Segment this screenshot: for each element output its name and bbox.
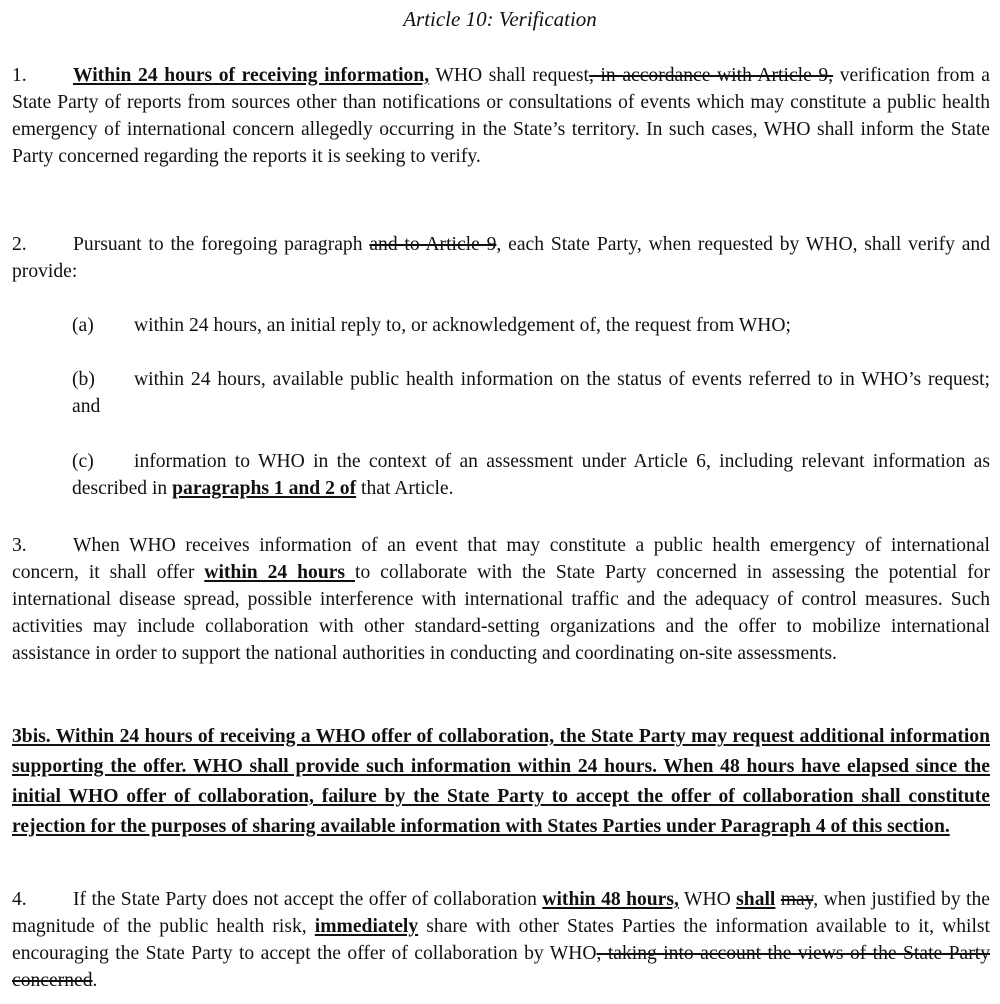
inserted-text: paragraphs 1 and 2 of <box>172 478 357 499</box>
inserted-text: within 48 hours, <box>542 889 679 910</box>
paragraph-number: 2. <box>12 234 27 255</box>
paragraph-3bis: 3bis. Within 24 hours of receiving a WHO offer of collaboration, the State Party may request additional information supporting the offer. WHO shall provide such information within 24 hours. When 48 hours have elapsed since the initial WHO offer of collaboration, failure by the State Party to accept the offer of collaboration shall constitute rejection for the purposes of sharing available information with States Parties under Paragraph 4 of this section. <box>12 726 990 837</box>
paragraph-text: If the State Party does not accept the offer of collaboration <box>73 889 543 910</box>
deleted-text: , taking into account the views of the State Party concerned <box>12 943 990 991</box>
subparagraph-label: (b) <box>72 369 95 390</box>
subparagraph-text: information to WHO in the context of an assessment under Article 6, including relevant information as described in <box>72 451 990 499</box>
paragraph-text: . <box>92 970 98 991</box>
paragraph-text: WHO <box>678 889 737 910</box>
subparagraph-label: (a) <box>72 315 94 336</box>
paragraph-text: to collaborate with the State Party concerned in assessing the potential for international disease spread, possible interference with international traffic and the adequacy of control measures. Such activities may include collaboration with other standard-setting organizations and the offer to mobilize international assistance in order to support the national authorities in conducting and coordinating on-site assessments. <box>12 562 990 664</box>
paragraph-text: WHO shall request <box>429 65 589 86</box>
paragraph-text: Pursuant to the foregoing paragraph <box>73 234 370 255</box>
deleted-text: and to Article 9 <box>369 234 497 255</box>
paragraph-text: , each State Party, when requested by WHO, shall verify and provide: <box>12 234 991 282</box>
deleted-text: may <box>780 889 814 910</box>
paragraph-3 <box>12 532 990 667</box>
subparagraph-b <box>72 366 990 420</box>
subparagraph-c <box>72 448 990 502</box>
paragraph-1 <box>12 62 990 170</box>
paragraph-2 <box>12 231 990 285</box>
paragraph-text: share with other States Parties the information available to it, whilst encouraging the State Party to accept the offer of collaboration by WHO <box>12 916 990 964</box>
subparagraph-label: (c) <box>72 451 94 472</box>
inserted-text: within 24 hours <box>204 562 355 583</box>
deleted-text: , in accordance with Article 9, <box>588 65 834 86</box>
paragraph-number: 3. <box>12 535 27 556</box>
subparagraph-a <box>72 312 990 339</box>
paragraph-number: 4. <box>12 889 27 910</box>
paragraph-text: , when justified by the magnitude of the public health risk, <box>12 889 990 937</box>
subparagraph-text: within 24 hours, available public health information on the status of events referred to in WHO’s request; and <box>72 369 990 417</box>
subparagraph-text: that Article. <box>356 478 454 499</box>
inserted-text: immediately <box>314 916 419 937</box>
inserted-text: shall <box>736 889 776 910</box>
paragraph-4 <box>12 886 990 994</box>
inserted-text: Within 24 hours of receiving information, <box>73 65 430 86</box>
subparagraph-text: within 24 hours, an initial reply to, or acknowledgement of, the request from WHO; <box>134 315 791 336</box>
paragraph-text: verification from a State Party of reports from sources other than notifications or consultations of events which may constitute a public health emergency of international concern allegedly occurring in the State’s territory. In such cases, WHO shall inform the State Party concerned regarding the reports it is seeking to verify. <box>12 65 990 167</box>
article-title: Article 10: Verification <box>403 7 597 31</box>
paragraph-number: 1. <box>12 65 27 86</box>
paragraph-text: When WHO receives information of an event that may constitute a public health emergency of international concern, it shall offer <box>12 535 990 583</box>
